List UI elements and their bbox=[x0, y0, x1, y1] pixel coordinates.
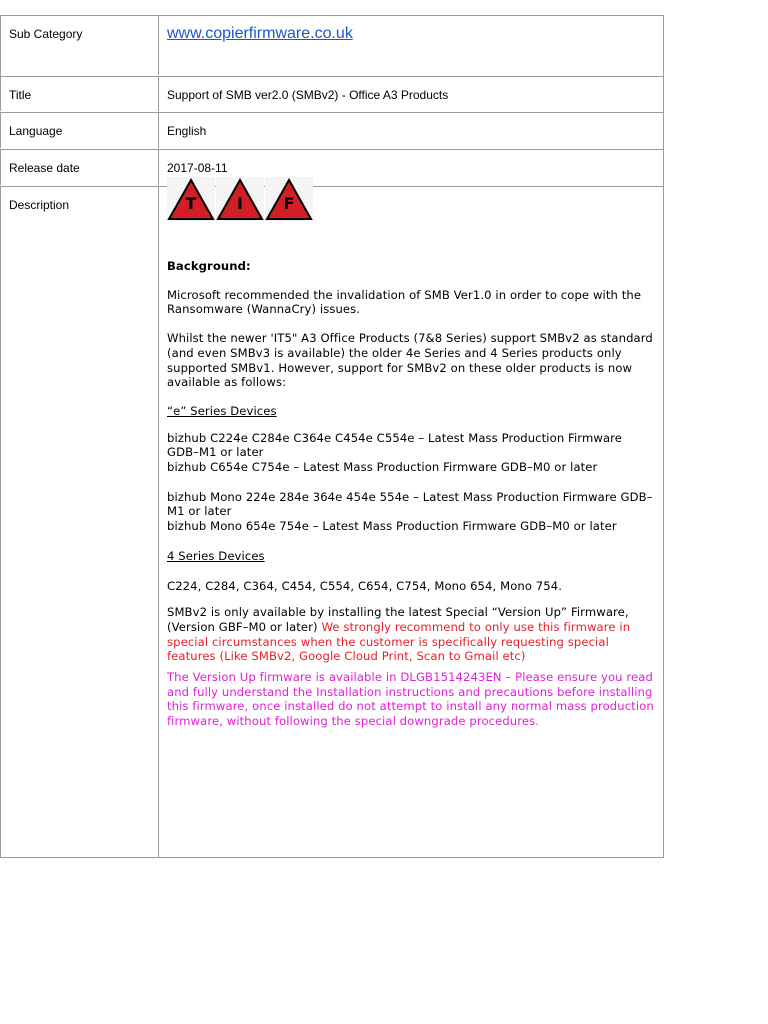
release-date-value: 2017-08-11 bbox=[167, 161, 228, 175]
sub-category-value bbox=[159, 16, 663, 75]
row-language bbox=[0, 112, 663, 148]
paragraph-ransomware: Microsoft recommended the invalidation of SMB Ver1.0 in order to cope with the Ransomware (WannaCry) issues. bbox=[167, 287, 642, 317]
e-series-line: bizhub C654e C754e – Latest Mass Production Firmware GDB–M0 or later bbox=[167, 460, 598, 475]
language-label: Language bbox=[0, 113, 159, 148]
logo-letter-f: F bbox=[283, 194, 295, 213]
website-link[interactable]: www.copierfirmware.co.uk bbox=[167, 25, 353, 42]
series4-heading: 4 Series Devices bbox=[167, 548, 265, 563]
logo-letter-t: T bbox=[185, 194, 197, 213]
smb-warning-text: We strongly recommend to only use this firmware in special circumstances when the customer is specifically requesting special features (Like SMBv2, Google Cloud Print, Scan to Gmail etc) bbox=[167, 619, 631, 664]
series4-models: C224, C284, C364, C454, C554, C654, C754, Mono 654, Mono 754. bbox=[167, 578, 563, 593]
tif-logos bbox=[167, 177, 313, 221]
release-date-label: Release date bbox=[0, 150, 159, 185]
language-value: English bbox=[167, 124, 207, 138]
warning-triangle-icon bbox=[265, 177, 313, 221]
description-label: Description bbox=[0, 187, 159, 858]
row-release-date bbox=[0, 149, 663, 185]
background-heading: Background: bbox=[167, 259, 251, 273]
warning-triangle-icon bbox=[216, 177, 264, 221]
mono-line: bizhub Mono 224e 284e 364e 454e 554e – Latest Mass Production Firmware GDB–M1 or later bbox=[167, 489, 653, 519]
version-up-notice: The Version Up firmware is available in DLGB1514243EN – Please ensure you read and fully understand the Installation instructions and precautions before installing this firmware, once installed do not attempt to install any normal mass production firmware, without following the special downgrade procedures. bbox=[167, 670, 654, 729]
smb-text: SMBv2 is only available by installing the latest Special “Version Up” Firmware, (Version GBF–M0 or later) bbox=[167, 605, 629, 634]
mono-line: bizhub Mono 654e 754e – Latest Mass Production Firmware GDB–M0 or later bbox=[167, 519, 617, 534]
smb-paragraph bbox=[167, 605, 657, 664]
logo-letter-i: I bbox=[237, 194, 243, 213]
warning-triangle-icon bbox=[167, 177, 215, 221]
e-series-line: bizhub C224e C284e C364e C454e C554e – Latest Mass Production Firmware GDB–M1 or later bbox=[167, 430, 622, 460]
row-title bbox=[0, 76, 663, 111]
paragraph-it5: Whilst the newer 'IT5" A3 Office Products (7&8 Series) support SMBv2 as standard (and even SMBv3 is available) the older 4e Series and 4 Series products only supported SMBv1. However, support for SMBv2 on these older products is now available as follows: bbox=[167, 331, 653, 390]
title-value: Support of SMB ver2.0 (SMBv2) - Office A3 Products bbox=[167, 88, 449, 102]
row-sub-category bbox=[0, 16, 663, 75]
title-label: Title bbox=[0, 77, 159, 111]
description-body bbox=[167, 259, 657, 729]
e-series-heading: “e” Series Devices bbox=[167, 403, 277, 418]
sub-category-label: Sub Category bbox=[0, 16, 159, 75]
